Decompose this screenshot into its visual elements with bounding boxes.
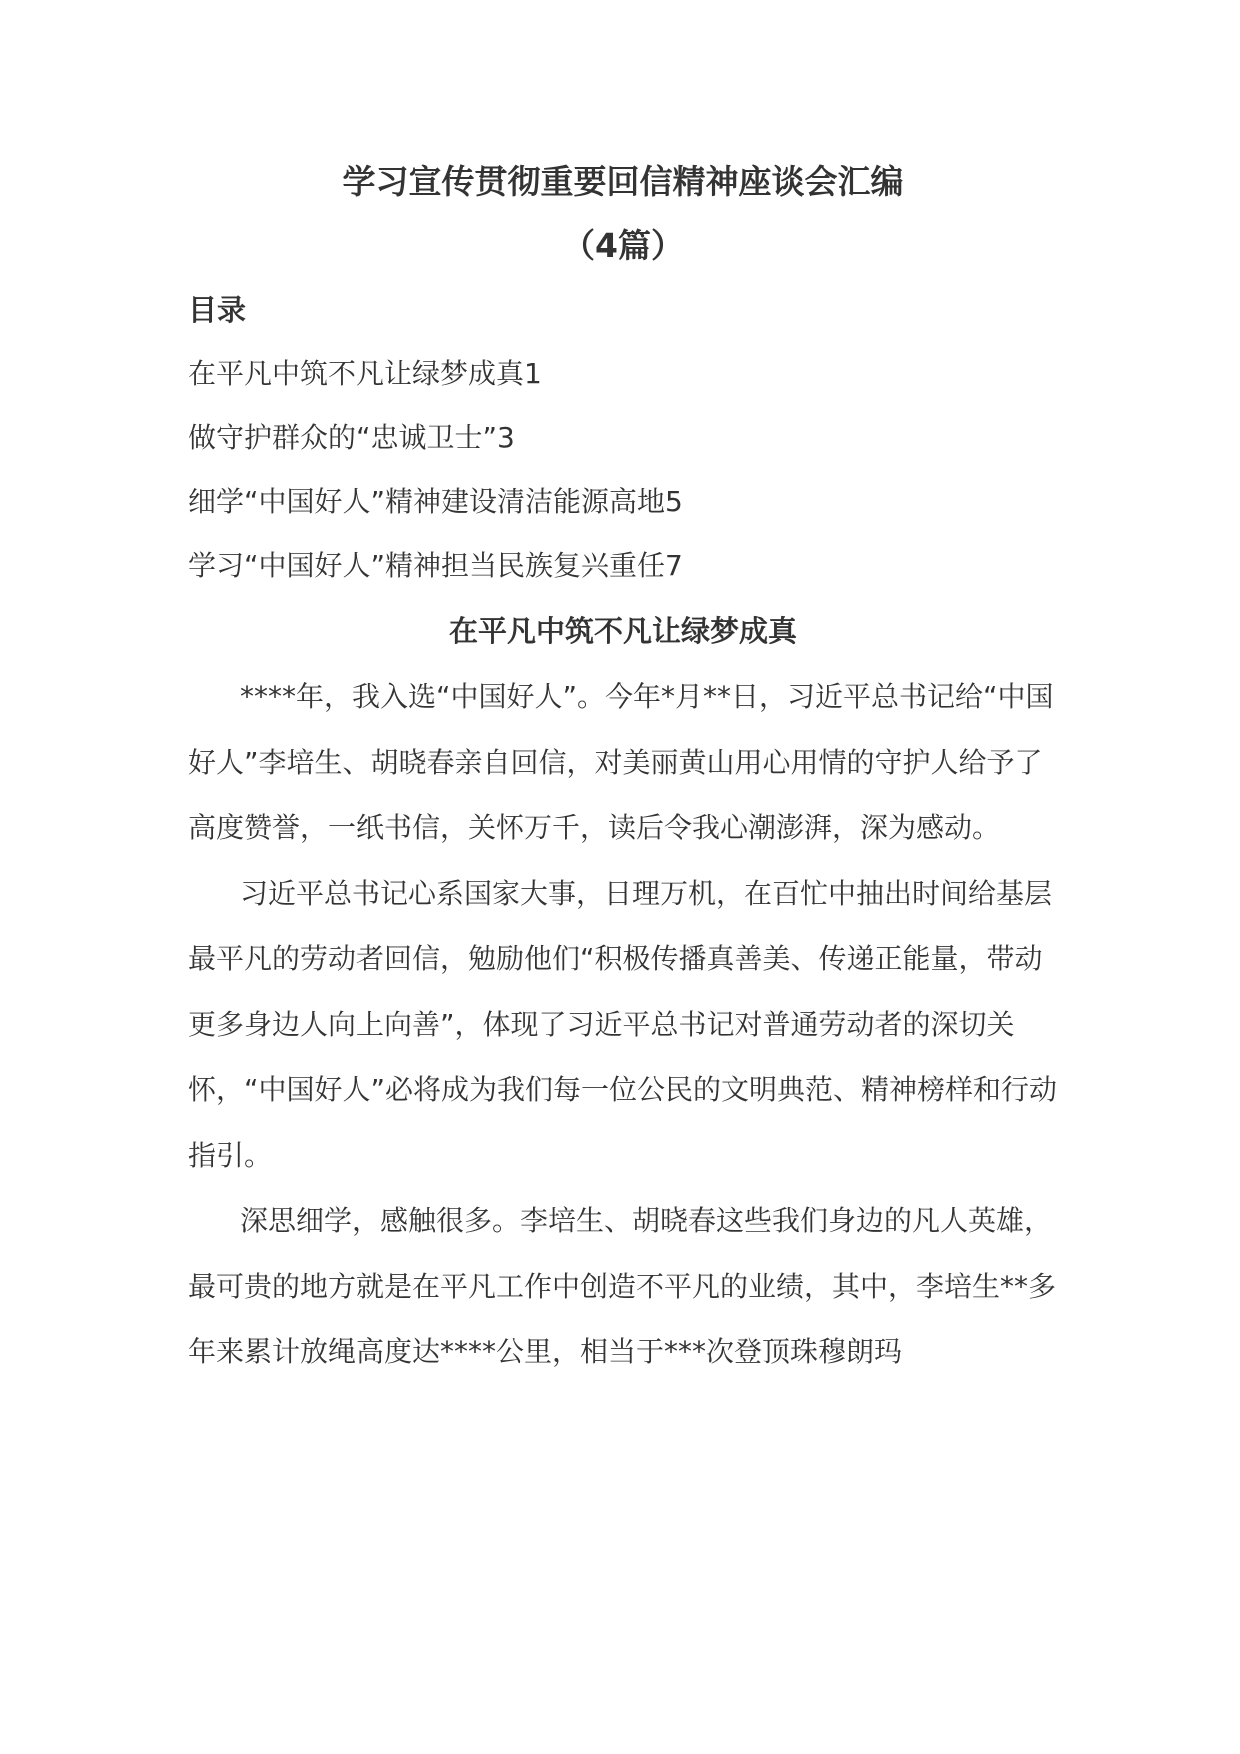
table-of-contents: [188, 342, 1058, 598]
toc-item-label: 做守护群众的“忠诚卫士”: [188, 421, 498, 454]
toc-item[interactable]: [188, 470, 1058, 534]
section-title: 在平凡中筑不凡让绿梦成真: [448, 614, 797, 648]
toc-item-page: 1: [524, 357, 542, 390]
toc-item-page: 5: [665, 485, 683, 518]
toc-item-label: 在平凡中筑不凡让绿梦成真: [188, 357, 525, 390]
toc-item-label: 细学“中国好人”精神建设清洁能源高地: [188, 485, 666, 518]
toc-item[interactable]: [188, 342, 1058, 406]
toc-heading: 目录: [188, 293, 247, 327]
toc-item-page: 3: [497, 421, 515, 454]
toc-item[interactable]: [188, 534, 1058, 598]
body-paragraph: 习近平总书记心系国家大事，日理万机，在百忙中抽出时间给基层最平凡的劳动者回信，勉励他们“积极传播真善美、传递正能量，带动更多身边人向上向善”，体现了习近平总书记对普通劳动者的深切关怀，“中国好人”必将成为我们每一位公民的文明典范、精神榜样和行动指引。: [188, 876, 1058, 1172]
document-subtitle: （4篇）: [562, 226, 684, 265]
body-paragraph: ****年，我入选“中国好人”。今年*月**日，习近平总书记给“中国好人”李培生、胡晓春亲自回信，对美丽黄山用心用情的守护人给予了高度赞誉，一纸书信，关怀万千，读后令我心潮澎湃，深为感动。: [188, 680, 1054, 844]
document-title: 学习宣传贯彻重要回信精神座谈会汇编: [342, 162, 904, 201]
document-page: [188, 150, 1058, 1385]
body-paragraph: 深思细学，感触很多。李培生、胡晓春这些我们身边的凡人英雄，最可贵的地方就是在平凡工作中创造不平凡的业绩，其中，李培生**多年来累计放绳高度达****公里，相当于***次登顶珠穆朗玛: [188, 1204, 1057, 1368]
toc-item-label: 学习“中国好人”精神担当民族复兴重任: [188, 549, 666, 582]
toc-item-page: 7: [665, 549, 683, 582]
toc-item[interactable]: [188, 406, 1058, 470]
